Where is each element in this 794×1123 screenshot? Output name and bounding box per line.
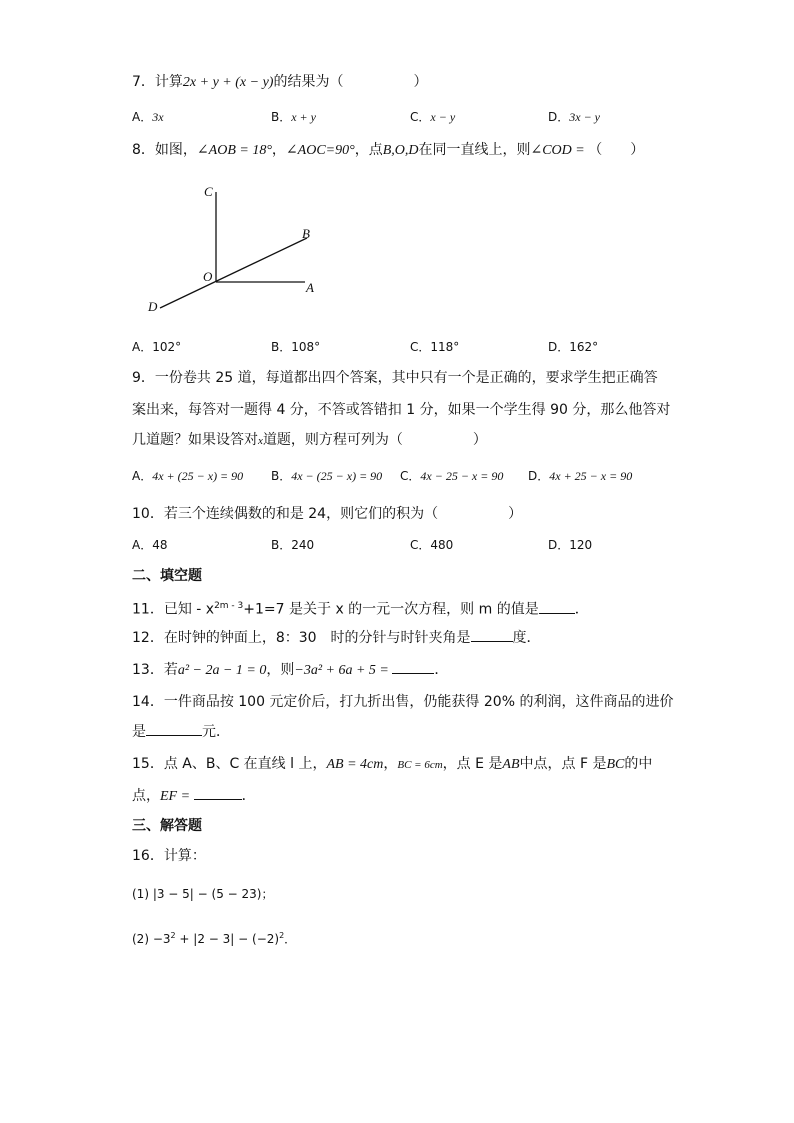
- label-o: O: [203, 269, 213, 284]
- option-value: 240: [291, 538, 315, 552]
- question-9-line-1: 9．一份卷共 25 道，每道都出四个答案，其中只有一个是正确的，要求学生把正确答: [132, 370, 658, 386]
- q8-text-pre: 8．如图，: [132, 142, 197, 158]
- q11-answer-blank[interactable]: [539, 601, 575, 614]
- label-d: D: [148, 299, 158, 314]
- q15-ab: AB = 4cm: [326, 757, 384, 772]
- question-8: [132, 140, 644, 161]
- q13-post: ．: [434, 662, 449, 678]
- q15-answer-blank[interactable]: [194, 787, 242, 800]
- section-fill-in-heading: 二、填空题: [132, 568, 202, 584]
- q15-line2-post: ．: [241, 788, 256, 804]
- label-c: C: [204, 184, 213, 199]
- q8-option-d[interactable]: [548, 338, 598, 356]
- label-a: A: [306, 280, 314, 295]
- question-12: [132, 628, 541, 648]
- q12-post: 度．: [512, 630, 541, 646]
- question-9-line-3: [132, 430, 487, 451]
- q10-option-c[interactable]: [410, 536, 453, 554]
- q16-p2-mid: + |2 − 3| − (−2): [175, 932, 280, 946]
- section-solve-heading: 三、解答题: [132, 818, 202, 834]
- option-label: D．: [548, 538, 570, 552]
- q8-target-angle: ∠COD =: [530, 143, 589, 158]
- option-value: 3x − y: [569, 110, 600, 124]
- option-label: C．: [410, 340, 431, 354]
- q7-option-d[interactable]: [548, 108, 600, 126]
- option-value: 102°: [152, 340, 182, 354]
- option-label: A．: [132, 538, 153, 552]
- q11-mid: +1=7 是关于 x 的一元一次方程，则 m 的值是: [243, 601, 539, 618]
- option-value: 4x + (25 − x) = 90: [152, 469, 244, 483]
- q8-option-c[interactable]: [410, 338, 459, 356]
- q15-pre: 15．点 A、B、C 在直线 l 上，: [132, 756, 327, 772]
- q15-sep: ，: [383, 756, 398, 772]
- q14-answer-blank[interactable]: [146, 723, 202, 736]
- q9-option-a[interactable]: [132, 467, 243, 485]
- question-10: 10．若三个连续偶数的和是 24，则它们的积为（ ）: [132, 506, 523, 522]
- q16-p2-post: ．: [284, 932, 297, 946]
- option-value: 480: [430, 538, 454, 552]
- q12-answer-blank[interactable]: [471, 629, 513, 642]
- q8-text-mid: ，点: [354, 142, 383, 158]
- option-label: B．: [271, 538, 292, 552]
- option-label: A．: [132, 469, 153, 483]
- q15-post: 的中: [624, 756, 653, 772]
- q15-ef: EF =: [160, 789, 194, 804]
- option-label: D．: [548, 340, 570, 354]
- q14-post: 元．: [202, 724, 230, 740]
- option-label: B．: [271, 110, 292, 124]
- q15-bc: BC = 6cm: [397, 759, 443, 771]
- option-value: 4x − 25 − x = 90: [420, 469, 504, 483]
- q13-expression: −3a² + 6a + 5 =: [294, 663, 393, 678]
- q9-line3-post: 道题，则方程可列为（ ）: [262, 432, 487, 448]
- q16-p2-pre: (2) −3: [132, 932, 171, 946]
- q11-pre: 11．已知 - x: [132, 601, 215, 618]
- line-bd: [160, 238, 307, 308]
- q7-option-a[interactable]: [132, 108, 164, 126]
- option-value: 3x: [152, 110, 164, 124]
- q13-answer-blank[interactable]: [392, 661, 434, 674]
- q11-post: ．: [574, 601, 589, 618]
- q7-text-pre: 7．计算: [132, 74, 183, 90]
- question-16-part-2: [132, 926, 296, 949]
- q9-line3-pre: 几道题？如果设答对: [132, 432, 258, 448]
- q16-p2-exponent: 2: [170, 931, 176, 940]
- q7-expression: 2x + y + (x − y): [182, 75, 274, 90]
- angle-figure: [140, 176, 340, 326]
- question-16-title: 16．计算：: [132, 848, 206, 864]
- option-label: D．: [548, 110, 570, 124]
- option-label: C．: [410, 110, 431, 124]
- q7-option-c[interactable]: [410, 108, 455, 126]
- option-value: 48: [152, 538, 168, 552]
- q13-condition: a² − 2a − 1 = 0: [177, 663, 267, 678]
- option-label: A．: [132, 340, 153, 354]
- option-label: C．: [410, 538, 431, 552]
- q8-text-post: （ ）: [588, 142, 645, 158]
- q8-option-b[interactable]: [271, 338, 320, 356]
- option-value: 120: [569, 538, 593, 552]
- question-11: [132, 596, 589, 620]
- q9-option-c[interactable]: [400, 467, 503, 485]
- question-15-line-2: [132, 786, 256, 807]
- q10-option-b[interactable]: [271, 536, 314, 554]
- option-label: B．: [271, 340, 292, 354]
- option-value: x + y: [291, 110, 316, 124]
- question-14-line-1: 14．一件商品按 100 元定价后，打九折出售，仍能获得 20% 的利润，这件商品的进价: [132, 694, 674, 710]
- question-7: [132, 72, 427, 93]
- option-value: 4x − (25 − x) = 90: [291, 469, 383, 483]
- q13-pre: 13．若: [132, 662, 178, 678]
- question-14-line-2: [132, 722, 230, 742]
- option-label: D．: [528, 469, 550, 483]
- q16-p2-exponent-2: 2: [279, 931, 285, 940]
- q8-points: B,O,D: [382, 143, 419, 158]
- q13-mid: ，则: [266, 662, 295, 678]
- question-9-line-2: 案出来，每答对一题得 4 分，不答或答错扣 1 分，如果一个学生得 90 分，那么他答对: [132, 402, 671, 418]
- option-label: C．: [400, 469, 421, 483]
- q8-condition-aoc: ∠AOC=90°: [285, 143, 355, 158]
- q9-option-d[interactable]: [528, 467, 632, 485]
- question-13: [132, 660, 448, 681]
- option-value: 4x + 25 − x = 90: [549, 469, 633, 483]
- option-value: 118°: [430, 340, 460, 354]
- q12-pre: 12．在时钟的钟面上，8：30 时的分针与时针夹角是: [132, 630, 471, 646]
- q15-mid: ，点 E 是: [442, 756, 503, 772]
- q7-option-b[interactable]: [271, 108, 316, 126]
- question-16-part-1: (1) |3 − 5| − (5 − 23)；: [132, 887, 274, 901]
- q8-text-mid2: 在同一直线上，则: [418, 142, 531, 158]
- q8-option-a[interactable]: [132, 338, 181, 356]
- q9-option-b[interactable]: [271, 467, 382, 485]
- q10-option-a[interactable]: [132, 536, 168, 554]
- option-value: 162°: [569, 340, 599, 354]
- label-b: B: [302, 226, 310, 241]
- q11-exponent: 2m - 3: [214, 601, 244, 611]
- q15-line2-pre: 点，: [132, 788, 160, 804]
- q10-option-d[interactable]: [548, 536, 592, 554]
- option-value: 108°: [291, 340, 321, 354]
- q15-segment-ab: AB: [502, 757, 520, 772]
- q8-separator: ，: [271, 142, 286, 158]
- q7-text-post: 的结果为（ ）: [273, 74, 428, 90]
- q8-condition-aob: ∠AOB = 18°: [196, 143, 272, 158]
- option-label: A．: [132, 110, 153, 124]
- question-15-line-1: [132, 754, 652, 775]
- q15-mid2: 中点，点 F 是: [519, 756, 607, 772]
- q15-segment-bc: BC: [606, 757, 625, 772]
- option-label: B．: [271, 469, 292, 483]
- q9-variable: x: [258, 435, 263, 447]
- option-value: x − y: [430, 110, 456, 124]
- q14-pre: 是: [132, 724, 146, 740]
